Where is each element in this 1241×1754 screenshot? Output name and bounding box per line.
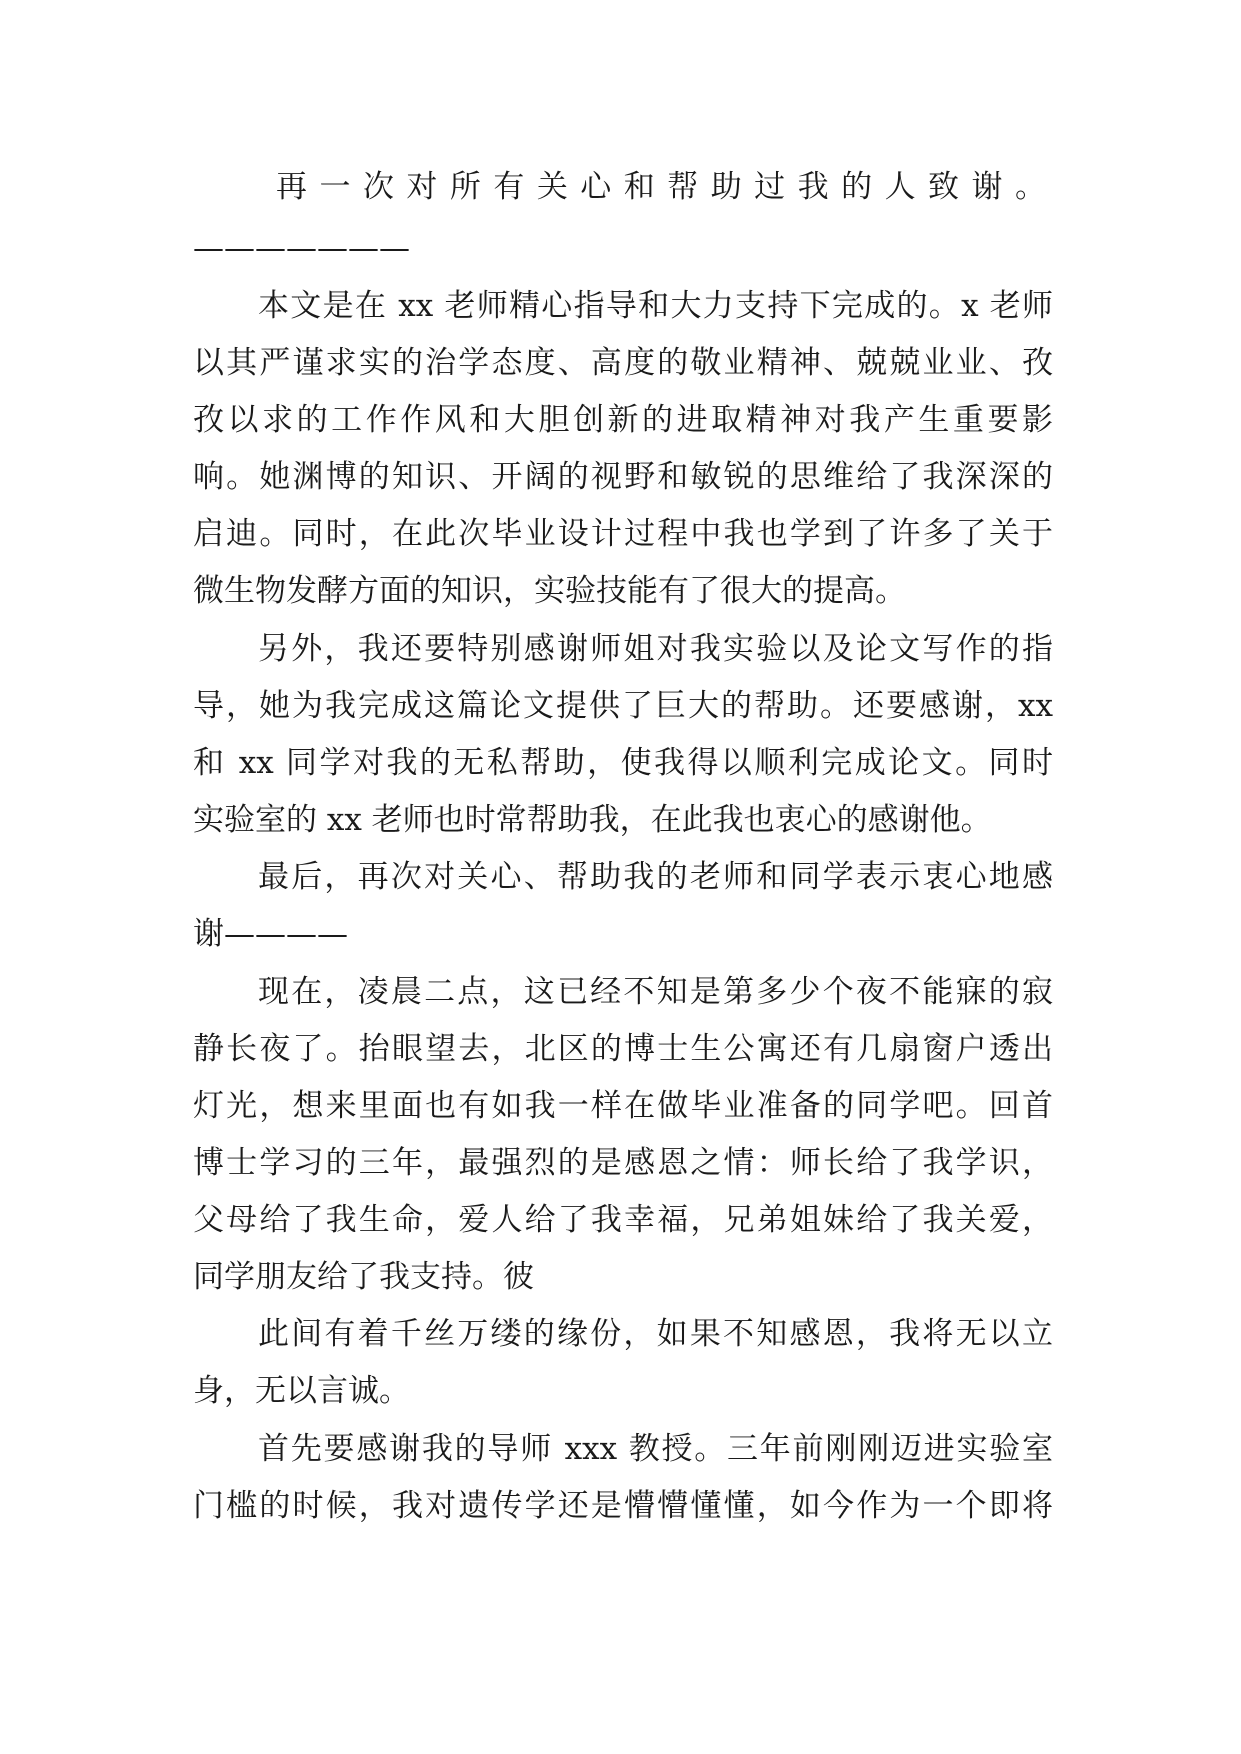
text-line: 门槛的时候，我对遗传学还是懵懵懂懂，如今作为一个即将: [193, 1488, 1053, 1524]
text-line: 静长夜了。抬眼望去，北区的博士生公寓还有几扇窗户透出: [193, 1031, 1053, 1067]
text-line: 启迪。同时，在此次毕业设计过程中我也学到了许多了关于: [193, 516, 1053, 552]
text-line: 父母给了我生命，爱人给了我幸福，兄弟姐妹给了我关爱，: [193, 1202, 1053, 1238]
text-line: 导，她为我完成这篇论文提供了巨大的帮助。还要感谢，xx: [193, 688, 1053, 724]
text-line: 另外，我还要特别感谢师姐对我实验以及论文写作的指: [258, 631, 1053, 667]
text-line: 同学朋友给了我支持。彼: [193, 1259, 534, 1295]
text-line: 和 xx 同学对我的无私帮助，使我得以顺利完成论文。同时: [193, 745, 1053, 781]
text-line: 以其严谨求实的治学态度、高度的敬业精神、兢兢业业、孜: [193, 345, 1053, 381]
text-line: 微生物发酵方面的知识，实验技能有了很大的提高。: [193, 573, 906, 609]
text-line: 谢————: [193, 916, 348, 952]
text-line: 此间有着千丝万缕的缘份，如果不知感恩，我将无以立: [258, 1316, 1053, 1352]
text-line: 最后，再次对关心、帮助我的老师和同学表示衷心地感: [258, 859, 1053, 895]
text-line: 博士学习的三年，最强烈的是感恩之情：师长给了我学识，: [193, 1145, 1053, 1181]
text-line: 身，无以言诚。: [193, 1373, 410, 1409]
text-line: 实验室的 xx 老师也时常帮助我，在此我也衷心的感谢他。: [193, 802, 992, 838]
text-line: 首先要感谢我的导师 xxx 教授。三年前刚刚迈进实验室: [258, 1431, 1053, 1467]
text-line: 再 一 次 对 所 有 关 心 和 帮 助 过 我 的 人 致 谢 。: [276, 169, 1046, 205]
text-line: 现在，凌晨二点，这已经不知是第多少个夜不能寐的寂: [258, 974, 1053, 1010]
text-line: 本文是在 xx 老师精心指导和大力支持下完成的。x 老师: [258, 288, 1053, 324]
text-line: 灯光，想来里面也有如我一样在做毕业准备的同学吧。回首: [193, 1088, 1053, 1124]
text-line: ———————: [193, 230, 410, 266]
text-line: 孜以求的工作作风和大胆创新的进取精神对我产生重要影: [193, 402, 1053, 438]
text-line: 响。她渊博的知识、开阔的视野和敏锐的思维给了我深深的: [193, 459, 1053, 495]
